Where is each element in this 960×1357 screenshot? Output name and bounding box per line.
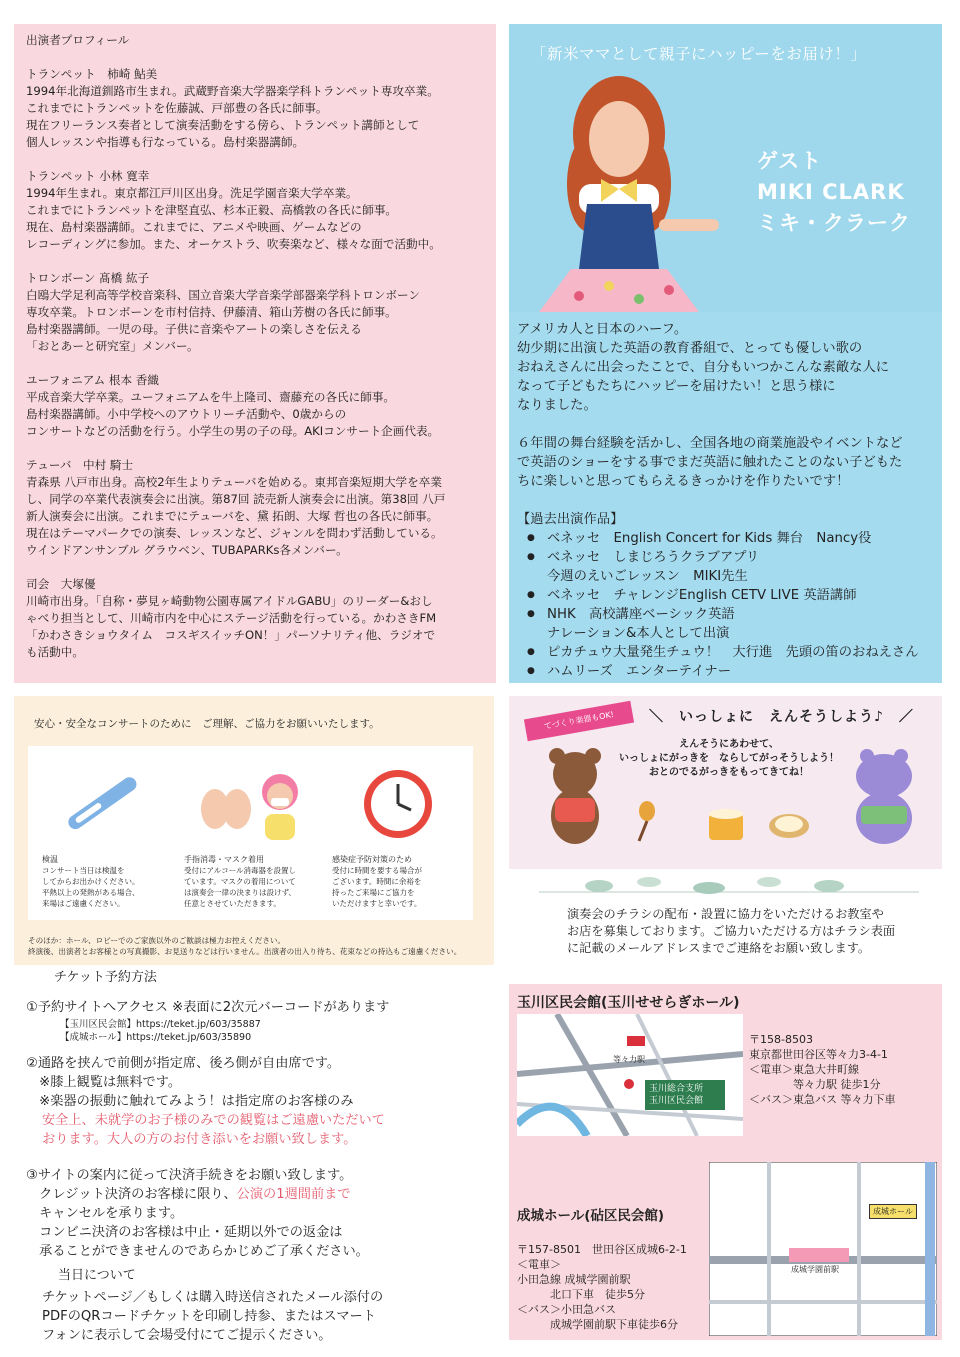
profile-bio: 川崎市出身。「自称・夢見ヶ崎動物公園専属アイドルGABU」のリーダー&おし ゃべり担当として、川崎市内を中心にステージ活動を行っている。かわさきFM 「かわさきショウタイム コスギスイッチON！」パーソナリティ他、ラジオで も活動中。 [26,594,437,659]
works-item: ● NHK 高校講座ベーシック英語 ナレーション&本人として出演 [527,605,937,643]
safety-footer: そのほか：ホール、ロビーでのご家族以外のご歓談は極力お控えください。 終演後、出演者とお客様との写真撮影、お見送りなどは行いません。出演者の出入り待ち、花束などの持込もご遠慮ください。 [28,936,462,956]
profile-bio: 1994年生まれ。東京都江戸川区出身。洗足学園音楽大学卒業。 これまでにトランペットを津堅直弘、杉本正毅、高橋敦の各氏に師事。 現在、島村楽器講師。これまでに、アニメや映画、ゲームなどの レコーディングに参加。また、オーケストラ、吹奏楽など、様々な面で活動中。 [26,186,441,251]
profile-name: ユーフォニアム 根本 香織 [26,373,159,387]
safety-panel [14,696,494,965]
hippo-icon [839,746,929,846]
ticket-step3-deadline: 公演の1週間前まで [236,1186,351,1202]
play-title: ＼ いっしょに えんそうしよう♪ ／ [649,709,914,725]
handmade-ribbon: てづくり楽器もOK! [524,701,634,741]
ticket-step1: ①予約サイトへアクセス ※表面に2次元バーコードがあります [26,1000,390,1015]
safety-item-time [328,746,468,920]
guest-tagline: 「新米ママとして親子にハッピーをお届け！」 [531,45,867,63]
ticket-step2-warning: 安全上、未就学のお子様のみでの観覧はご遠慮いただいて おります。大人の方のお付き添いをお願い致します。 [42,1113,385,1147]
profile-block [26,168,484,253]
day-text: チケットページ／もしくは購入時送信されたメール添付の PDFのQRコードチケットを印刷し持参、またはスマート フォンに表示して会場受付にてご提示ください。 [42,1290,384,1343]
ticket-step3 [26,1167,486,1205]
play-text: えんそうにあわせて、 いっしょにがっきを ならしてがっそうしよう！ おとのでるがっきをもってきてね！ [619,739,839,778]
profile-block [26,66,484,151]
works-item: ● ハムリーズ エンターテイナー [527,662,937,681]
flyer-note [509,870,942,970]
guest-label-line: ゲスト [757,149,823,173]
leaf-decoration-icon [539,870,919,910]
instruments-icon [629,796,819,846]
venue1-name: 玉川区民会館(玉川せせらぎホール) [517,995,740,1011]
profile-name: トロンボーン 髙橋 紘子 [26,271,150,285]
safety-item-title: 感染症予防対策のため [332,855,412,864]
profile-bio: 青森県 八戸市出身。高校2年生よりテューバを始める。東邦音楽短期大学を卒業 し、同学の卒業代表演奏会に出演。第87回 読売新人演奏会に出演。第38回 八戸 新人演奏会に出演。これまでにテューバを、黛 拓朗、大塚 哲也の各氏に師事。 現在はテーマパークでの演奏、レッスンなど、ジャンルを問わず活動している。 ウインドアンサンブル グラウベン、TUBAPARKs各メンバー。 [26,475,446,557]
safety-item-title: 検温 [42,855,58,864]
profile-name: トランペット 小林 寛幸 [26,169,150,183]
profiles-title: 出演者プロフィール [26,33,130,47]
safety-item-desc: コンサート当日は検温を してからお出かけください。 平熱以上の発熱がある場合、 来場はご遠慮ください。 [42,866,140,908]
profile-block [26,576,484,661]
thermometer-icon [53,764,163,844]
guest-name-label [757,146,911,239]
guest-label-line: MIKI CLARK [757,180,905,204]
play-along-panel [509,696,942,869]
performer-profiles [14,24,496,683]
clock-icon [343,764,453,844]
venue2-map-station: 成城学園前駅 [791,1265,839,1274]
ticket-step3-text: ③サイトの案内に従って決済手続きをお願い致します。 クレジット決済のお客様に限り、 [26,1168,353,1202]
profile-block [26,457,484,559]
ticket-url-tamagawa[interactable]: 【玉川区民会館】https://teket.jp/603/35887 [60,1019,261,1030]
guest-intro: アメリカ人と日本のハーフ。 幼少期に出演した英語の教育番組で、とっても優しい歌の おねえさんに出会ったことで、自分もいつかこんな素敵な人に なって子どもたちにハッピーを届けたい！と思う様に なりました。 [517,322,890,413]
profile-name: トランペット 柿崎 鮎美 [26,67,158,81]
venue1-map-graphic [517,1014,743,1136]
venue1-map-station: 等々力駅 [613,1055,645,1064]
venue2-map-graphic [709,1162,937,1336]
guest-career: ６年間の舞台経験を活かし、全国各地の商業施設やイベントなど で英語のショーをする事でまだ英語に触れたことのない子どもた ちに楽しいと思ってもらえるきっかけを作りたいです！ [517,436,903,489]
safety-card [28,746,473,920]
venue1-map-label: 玉川総合支所 玉川区民会館 [645,1080,725,1110]
guest-description [517,320,937,681]
profile-block [26,372,484,440]
safety-item-title: 手指消毒・マスク着用 [184,855,264,864]
safety-item-desc: 受付にアルコール消毒器を設置し ています。マスクの着用について は演奏会一律の決まりは設けず、 任意とさせていただきます。 [184,866,297,908]
venue2-address: 〒157-8501 世田谷区成城6-2-1 ＜電車＞ 小田急線 成城学園前駅 北口下車 徒歩5分 ＜バス＞小田急バス 成城学園前駅下車徒歩6分 [517,1243,687,1331]
flyer-note-text: 演奏会のチラシの配布・設置に協力をいただけるお教室や お店を募集しております。ご協力いただける方はチラシ表面 に記載のメールアドレスまでご連絡をお願い致します。 [567,907,896,955]
profile-name: テューバ 中村 騎士 [26,458,134,472]
profile-bio: 1994年北海道釧路市生まれ。武蔵野音楽大学器楽学科トランペット専攻卒業。 これまでにトランペットを佐藤誠、戸部豊の各氏に師事。 現在フリーランス奏者として演奏活動をする傍ら、トランペット講師として 個人レッスンや指導も行なっている。島村楽器講師。 [26,84,439,149]
profile-name: 司会 大塚優 [26,577,96,591]
guest-photo [509,24,942,312]
venue2-map [709,1162,937,1336]
venue2-name: 成城ホール(砧区民会館) [517,1208,665,1224]
safety-item-sanitize [180,746,320,920]
safety-heading: 安心・安全なコンサートのために ご理解、ご協力をお願いいたします。 [34,718,380,730]
works-item: ● ベネッセ English Concert for Kids 舞台 Nancy役 [527,529,937,548]
works-item: ● ベネッセ チャレンジEnglish CETV LIVE 英語講師 [527,586,937,605]
ticket-step3-cont: キャンセルを承ります。 コンビニ決済のお客様は中止・延期以外での返金は 承ることができませんのであらかじめご了承ください。 [39,1206,369,1259]
guest-panel [509,24,942,683]
works-title: 【過去出演作品】 [517,512,624,527]
profile-bio: 平成音楽大学卒業。ユーフォニアムを牛上隆司、齋藤充の各氏に師事。 島村楽器講師。小中学校へのアウトリーチ活動や、0歳からの コンサートなどの活動を行う。小学生の男の子の母。AKIコンサート企画代表。 [26,390,440,438]
ticket-heading: チケット予約方法 [54,970,157,985]
safety-item-temperature [38,746,178,920]
ticket-url-seijo[interactable]: 【成城ホール】https://teket.jp/603/35890 [60,1032,252,1043]
safety-item-desc: 受付に時間を要する場合が ございます。時間に余裕を 持ったご来場にご協力を いただけますと幸いです。 [332,866,422,908]
venue1-address: 〒158-8503 東京都世田谷区等々力3-4-1 ＜電車＞東急大井町線 等々力駅 徒歩1分 ＜バス＞東急バス 等々力下車 [749,1033,896,1106]
venue1-map [517,1014,743,1136]
guest-label-line: ミキ・クラーク [757,211,911,235]
venues-panel [509,984,942,1340]
venue2-map-label: 成城ホール [869,1204,917,1219]
profile-block [26,270,484,355]
day-heading: 当日について [58,1268,136,1283]
ticket-info [14,965,494,1357]
works-item: ● ピカチュウ大量発生チュウ！ 大行進 先頭の笛のおねえさん [527,643,937,662]
bear-icon [535,746,615,846]
ticket-step2: ②通路を挟んで前側が指定席、後ろ側が自由席です。 ※膝上観覧は無料です。 ※楽器の振動に触れてみよう！は指定席のお客様のみ [26,1056,354,1109]
profile-bio: 白鴎大学足利高等学校音楽科、国立音楽大学音楽学部器楽学科トロンボーン 専攻卒業。トロンボーンを市村信持、伊藤清、箱山芳樹の各氏に師事。 島村楽器講師。一児の母。子供に音楽やアートの楽しさを伝える 「おとあーと研究室」メンバー。 [26,288,420,353]
works-list [517,529,937,681]
hands-mask-icon [195,764,305,844]
works-item: ● ベネッセ しまじろうクラブアプリ 今週のえいごレッスン MIKI先生 [527,548,937,586]
